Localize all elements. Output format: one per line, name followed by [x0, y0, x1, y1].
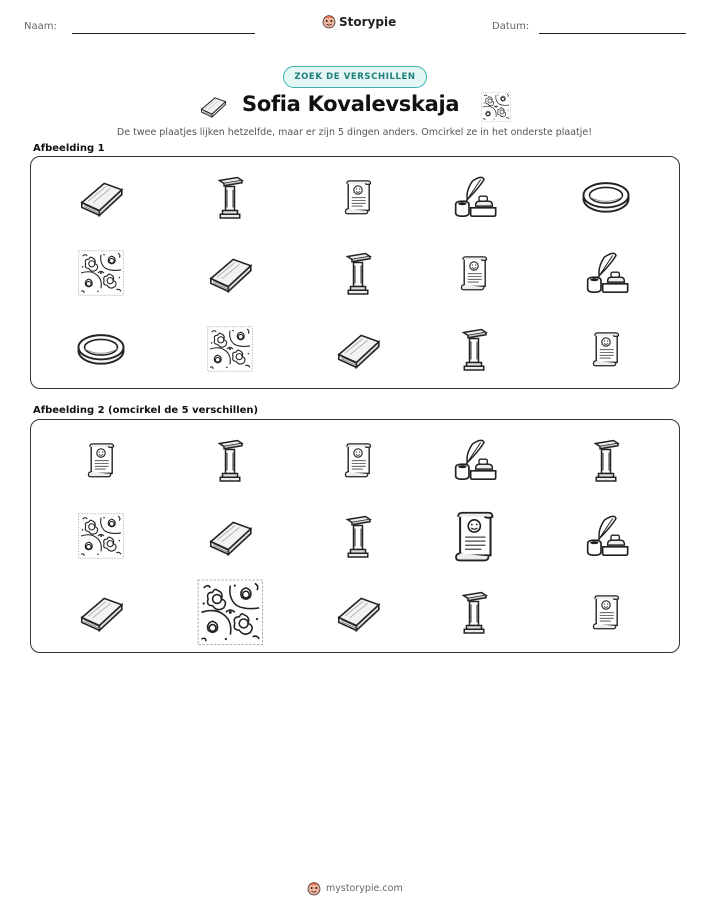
footer-url[interactable]: mystorypie.com	[326, 883, 403, 894]
footer	[307, 881, 403, 896]
picture1-label: Afbeelding 1	[33, 143, 105, 154]
podium-icon	[343, 250, 373, 296]
scroll-icon[interactable]	[344, 442, 372, 478]
scroll-icon	[454, 510, 495, 562]
book-icon[interactable]	[206, 516, 254, 556]
book-icon	[334, 592, 382, 632]
scroll-icon	[592, 594, 620, 630]
activity-badge: ZOEK DE VERSCHILLEN	[283, 66, 427, 88]
scroll-icon	[87, 442, 115, 478]
book-icon[interactable]	[77, 177, 125, 217]
book-icon	[206, 516, 254, 556]
book-icon[interactable]	[334, 592, 382, 632]
picture2-panel[interactable]	[30, 419, 680, 653]
floral-tile-icon	[207, 326, 253, 372]
podium-icon[interactable]	[459, 326, 489, 372]
quill-inkwell-icon[interactable]	[449, 438, 499, 482]
scroll-icon	[460, 255, 488, 291]
podium-icon[interactable]	[591, 437, 621, 483]
podium-icon	[343, 513, 373, 559]
podium-icon	[215, 437, 245, 483]
podium-icon[interactable]	[343, 250, 373, 296]
quill-inkwell-icon	[449, 175, 499, 219]
quill-inkwell-icon	[449, 438, 499, 482]
name-label: Naam:	[24, 21, 57, 32]
podium-icon[interactable]	[459, 589, 489, 635]
storypie-mascot-icon	[307, 881, 321, 896]
podium-icon	[459, 589, 489, 635]
podium-icon	[459, 326, 489, 372]
podium-icon[interactable]	[215, 174, 245, 220]
book-icon[interactable]	[334, 329, 382, 369]
scroll-icon[interactable]	[87, 442, 115, 478]
book-icon	[334, 329, 382, 369]
picture1-panel[interactable]	[30, 156, 680, 389]
title-book-icon	[197, 94, 229, 118]
ring-icon	[580, 179, 632, 215]
ring-icon[interactable]	[75, 331, 127, 367]
date-line[interactable]	[539, 33, 686, 34]
brand-name: Storypie	[339, 14, 397, 29]
quill-inkwell-icon[interactable]	[581, 514, 631, 558]
scroll-icon	[344, 179, 372, 215]
podium-icon[interactable]	[343, 513, 373, 559]
floral-tile-icon[interactable]	[78, 513, 124, 559]
floral-tile-icon[interactable]	[207, 326, 253, 372]
book-icon	[77, 177, 125, 217]
title-floral-tile-icon	[481, 92, 511, 122]
picture2-label: Afbeelding 2 (omcirkel de 5 verschillen)	[33, 405, 259, 416]
floral-tile-icon	[197, 579, 264, 646]
instructions: De twee plaatjes lijken hetzelfde, maar er zijn 5 dingen anders. Omcirkel ze in het onderste plaatje!	[116, 127, 593, 138]
scroll-icon[interactable]	[460, 255, 488, 291]
date-label: Datum:	[492, 21, 530, 32]
floral-tile-icon	[78, 513, 124, 559]
brand-logo	[322, 14, 396, 29]
quill-inkwell-icon	[581, 514, 631, 558]
quill-inkwell-icon	[581, 251, 631, 295]
podium-icon	[591, 437, 621, 483]
floral-tile-icon	[78, 250, 124, 296]
name-line[interactable]	[72, 33, 255, 34]
scroll-icon[interactable]	[344, 179, 372, 215]
scroll-icon	[592, 331, 620, 367]
scroll-icon[interactable]	[454, 510, 495, 562]
ring-icon	[75, 331, 127, 367]
floral-tile-icon[interactable]	[197, 579, 264, 646]
title-row	[0, 92, 709, 122]
quill-inkwell-icon[interactable]	[581, 251, 631, 295]
scroll-icon[interactable]	[592, 594, 620, 630]
ring-icon[interactable]	[580, 179, 632, 215]
podium-icon	[215, 174, 245, 220]
book-icon	[77, 592, 125, 632]
worksheet-header	[0, 0, 709, 45]
book-icon	[206, 253, 254, 293]
book-icon[interactable]	[206, 253, 254, 293]
floral-tile-icon[interactable]	[78, 250, 124, 296]
quill-inkwell-icon[interactable]	[449, 175, 499, 219]
storypie-mascot-icon	[322, 14, 336, 29]
podium-icon[interactable]	[215, 437, 245, 483]
page-title: Sofia Kovalevskaja	[242, 92, 460, 116]
scroll-icon[interactable]	[592, 331, 620, 367]
scroll-icon	[344, 442, 372, 478]
book-icon[interactable]	[77, 592, 125, 632]
